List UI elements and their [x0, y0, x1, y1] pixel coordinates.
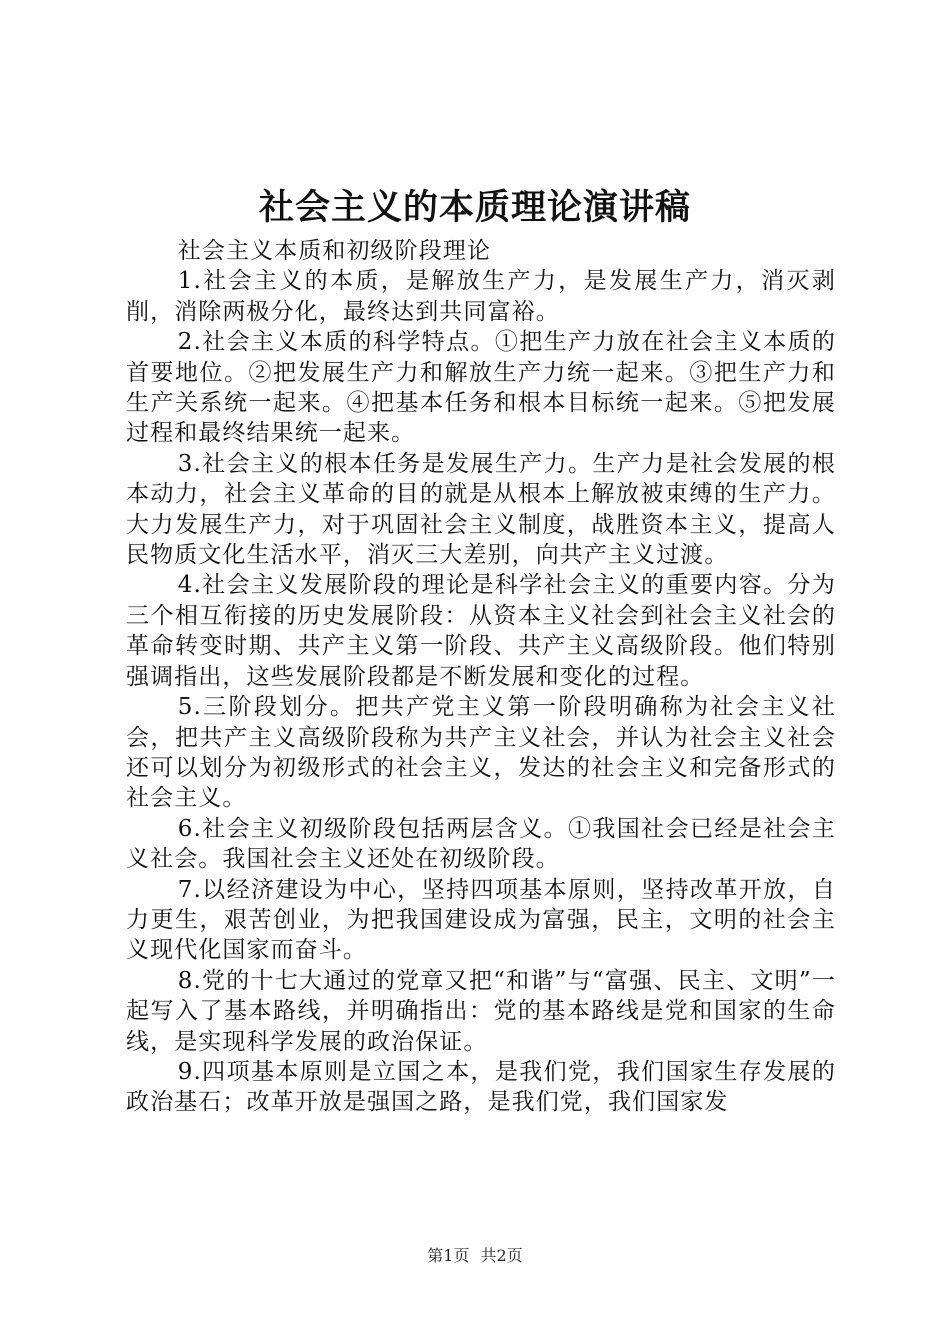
paragraph-subtitle: 社会主义本质和初级阶段理论 [177, 238, 492, 264]
page-title: 社会主义的本质理论演讲稿 [258, 187, 691, 228]
paragraph-6: 6.社会主义初级阶段包括两层含义。①我国社会已经是社会主义社会。我国社会主义还处在初级阶段。 [126, 815, 836, 873]
paragraph-3: 3.社会主义的根本任务是发展生产力。生产力是社会发展的根本动力，社会主义革命的目的就是从根本上解放被束缚的生产力。大力发展生产力，对于巩固社会主义制度，战胜资本主义，提高人民物质文化生活水平，消灭三大差别，向共产主义过渡。 [126, 450, 836, 569]
paragraph-8: 8.党的十七大通过的党章又把“和谐”与“富强、民主、文明”一起写入了基本路线，并明确指出：党的基本路线是党和国家的生命线，是实现科学发展的政治保证。 [126, 967, 836, 1055]
paragraph-4: 4.社会主义发展阶段的理论是科学社会主义的重要内容。分为三个相互衔接的历史发展阶段：从资本主义社会到社会主义社会的革命转变时期、共产主义第一阶段、共产主义高级阶段。他们特别强调指出，这些发展阶段都是不断发展和变化的过程。 [126, 572, 836, 690]
paragraph-7: 7.以经济建设为中心，坚持四项基本原则，坚持改革开放，自力更生，艰苦创业，为把我国建设成为富强，民主，文明的社会主义现代化国家而奋斗。 [126, 876, 836, 964]
paragraph-5: 5.三阶段划分。把共产党主义第一阶段明确称为社会主义社会，把共产主义高级阶段称为共产主义社会，并认为社会主义社会还可以划分为初级形式的社会主义，发达的社会主义和完备形式的社会主义。 [126, 694, 836, 812]
paragraph-2: 2.社会主义本质的科学特点。①把生产力放在社会主义本质的首要地位。②把发展生产力和解放生产力统一起来。③把生产力和生产关系统一起来。④把基本任务和根本目标统一起来。⑤把发展过程和最终结果统一起来。 [126, 329, 836, 447]
page-total: 共2页 [480, 1246, 523, 1265]
document-body [126, 236, 836, 1118]
paragraph-9: 9.四项基本原则是立国之本，是我们党，我们国家生存发展的政治基石；改革开放是强国之路，是我们党，我们国家发 [126, 1058, 836, 1116]
page-number: 第1页 [427, 1246, 470, 1265]
page-footer [0, 1245, 950, 1267]
paragraph-1: 1.社会主义的本质，是解放生产力，是发展生产力，消灭剥削，消除两极分化，最终达到共同富裕。 [126, 268, 836, 325]
